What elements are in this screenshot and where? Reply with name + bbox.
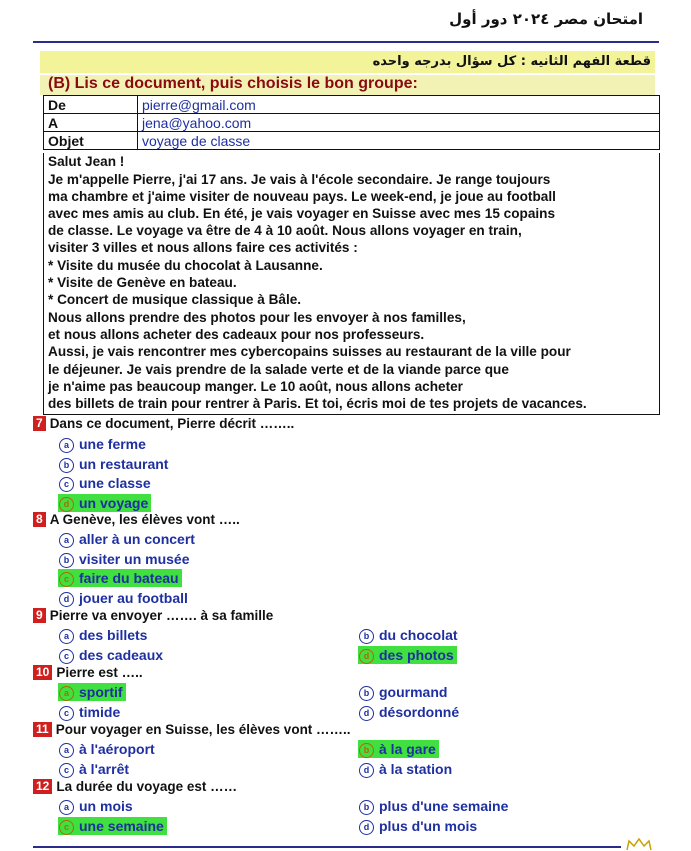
exam-title-text: امتحان مصر ٢٠٢٤ دور أول xyxy=(449,10,643,28)
email-subject-value: voyage de classe xyxy=(138,132,660,150)
exam-title xyxy=(0,0,691,34)
option-marker: c xyxy=(59,820,74,835)
bottom-divider xyxy=(33,846,621,848)
option-10a[interactable] xyxy=(58,683,126,701)
question-text: Pierre est ….. xyxy=(56,665,143,680)
option-text: plus d'un mois xyxy=(379,818,478,834)
option-text: un voyage xyxy=(79,495,149,511)
option-marker: a xyxy=(59,533,74,548)
option-8c[interactable] xyxy=(58,569,182,587)
option-text: une semaine xyxy=(79,818,164,834)
option-text: faire du bateau xyxy=(79,570,179,586)
option-10d[interactable] xyxy=(358,703,462,721)
question-8 xyxy=(33,512,240,527)
option-text: une ferme xyxy=(79,436,146,452)
question-10 xyxy=(33,665,143,680)
question-number: 8 xyxy=(33,512,46,527)
option-text: une classe xyxy=(79,475,151,491)
question-number: 12 xyxy=(33,779,52,794)
option-10b[interactable] xyxy=(358,683,450,701)
question-number: 10 xyxy=(33,665,52,680)
option-marker: b xyxy=(359,743,374,758)
option-marker: a xyxy=(59,800,74,815)
option-7c[interactable] xyxy=(58,474,154,492)
letter-line: visiter 3 villes et nous allons faire ces activités : xyxy=(48,240,358,255)
option-11d[interactable] xyxy=(358,760,455,778)
question-number: 7 xyxy=(33,416,46,431)
letter-line: Aussi, je vais rencontrer mes cybercopains suisses au restaurant de la ville pour xyxy=(48,344,571,359)
email-from-label: De xyxy=(44,96,138,114)
option-10c[interactable] xyxy=(58,703,123,721)
option-marker: a xyxy=(59,743,74,758)
instruction-text: (B) Lis ce document, puis choisis le bon groupe: xyxy=(48,75,418,92)
option-text: aller à un concert xyxy=(79,531,195,547)
option-9b[interactable] xyxy=(358,626,461,644)
option-text: désordonné xyxy=(379,704,460,720)
option-text: gourmand xyxy=(379,684,448,700)
email-header-row xyxy=(44,96,660,114)
email-header-table xyxy=(43,95,660,150)
letter-line: * Concert de musique classique à Bâle. xyxy=(48,292,302,307)
crown-icon xyxy=(626,838,652,851)
question-text: A Genève, les élèves vont ….. xyxy=(49,512,240,527)
question-number: 11 xyxy=(33,722,52,737)
option-marker: a xyxy=(59,438,74,453)
option-text: à la station xyxy=(379,761,453,777)
top-divider xyxy=(33,41,659,43)
letter-line: Nous allons prendre des photos pour les envoyer à nos familles, xyxy=(48,310,466,325)
option-text: à l'arrêt xyxy=(79,761,130,777)
letter-line: ma chambre et j'aime visiter de nouveau pays. Le week-end, je joue au football xyxy=(48,189,556,204)
option-12c[interactable] xyxy=(58,817,167,835)
option-marker: c xyxy=(59,477,74,492)
option-marker: c xyxy=(59,649,74,664)
option-12d[interactable] xyxy=(358,817,480,835)
question-number: 9 xyxy=(33,608,46,623)
option-text: à la gare xyxy=(379,741,436,757)
option-marker: d xyxy=(59,592,74,607)
letter-line: des billets de train pour rentrer à Paris. Et toi, écris moi de tes projets de vacances. xyxy=(48,396,587,411)
option-marker: b xyxy=(59,458,74,473)
section-banner xyxy=(40,51,655,73)
question-7 xyxy=(33,416,294,431)
option-text: des billets xyxy=(79,627,148,643)
letter-line: * Visite du musée du chocolat à Lausanne. xyxy=(48,258,323,273)
option-text: jouer au football xyxy=(79,590,188,606)
option-marker: a xyxy=(59,686,74,701)
option-marker: c xyxy=(59,706,74,721)
option-text: un mois xyxy=(79,798,133,814)
question-text: Pour voyager en Suisse, les élèves vont …….. xyxy=(55,722,351,737)
letter-line: de classe. Le voyage va être de 4 à 10 août. Nous allons voyager en train, xyxy=(48,223,522,238)
letter-line: * Visite de Genève en bateau. xyxy=(48,275,237,290)
question-text: Pierre va envoyer ……. à sa famille xyxy=(49,608,274,623)
instruction-bar xyxy=(40,75,655,95)
email-subject-label: Objet xyxy=(44,132,138,150)
option-text: sportif xyxy=(79,684,123,700)
email-from-value: pierre@gmail.com xyxy=(138,96,660,114)
letter-line: avec mes amis au club. En été, je vais voyager en Suisse avec mes 15 copains xyxy=(48,206,556,221)
option-7b[interactable] xyxy=(58,455,171,473)
option-7a[interactable] xyxy=(58,435,149,453)
question-text: Dans ce document, Pierre décrit …….. xyxy=(49,416,295,431)
option-9a[interactable] xyxy=(58,626,150,644)
option-9d[interactable] xyxy=(358,646,457,664)
question-text: La durée du voyage est …… xyxy=(56,779,238,794)
option-text: à l'aéroport xyxy=(79,741,155,757)
option-11a[interactable] xyxy=(58,740,158,758)
letter-line: et nous allons acheter des cadeaux pour nos professeurs. xyxy=(48,327,425,342)
option-marker: b xyxy=(59,553,74,568)
option-11b[interactable] xyxy=(358,740,439,758)
email-header-row xyxy=(44,132,660,150)
email-header-row xyxy=(44,114,660,132)
question-12 xyxy=(33,779,237,794)
section-banner-text: قطعة الفهم الثانيه : كل سؤال بدرجه واحده xyxy=(372,54,651,69)
letter-line: je n'aime pas beaucoup manger. Le 10 août, nous allons acheter xyxy=(48,379,463,394)
option-marker: c xyxy=(59,763,74,778)
option-text: des cadeaux xyxy=(79,647,164,663)
email-to-label: A xyxy=(44,114,138,132)
option-marker: c xyxy=(59,572,74,587)
option-text: des photos xyxy=(379,647,454,663)
option-marker: b xyxy=(359,629,374,644)
option-7d[interactable] xyxy=(58,494,151,512)
letter-body xyxy=(43,153,660,415)
letter-line: Je m'appelle Pierre, j'ai 17 ans. Je vais à l'école secondaire. Je range toujours xyxy=(48,172,551,187)
option-marker: d xyxy=(59,497,74,512)
option-marker: b xyxy=(359,800,374,815)
option-8d[interactable] xyxy=(58,589,191,607)
option-11c[interactable] xyxy=(58,760,132,778)
option-text: plus d'une semaine xyxy=(379,798,509,814)
option-marker: d xyxy=(359,763,374,778)
option-marker: a xyxy=(59,629,74,644)
letter-line: le déjeuner. Je vais prendre de la salade verte et de la viande parce que xyxy=(48,362,509,377)
option-marker: d xyxy=(359,649,374,664)
option-9c[interactable] xyxy=(58,646,166,664)
option-12a[interactable] xyxy=(58,797,136,815)
option-text: visiter un musée xyxy=(79,551,190,567)
question-11 xyxy=(33,722,351,737)
option-marker: b xyxy=(359,686,374,701)
option-12b[interactable] xyxy=(358,797,511,815)
option-8b[interactable] xyxy=(58,550,193,568)
option-text: un restaurant xyxy=(79,456,169,472)
option-text: du chocolat xyxy=(379,627,458,643)
option-text: timide xyxy=(79,704,121,720)
letter-line: Salut Jean ! xyxy=(48,154,125,169)
option-marker: d xyxy=(359,820,374,835)
option-8a[interactable] xyxy=(58,530,198,548)
email-to-value: jena@yahoo.com xyxy=(138,114,660,132)
question-9 xyxy=(33,608,273,623)
option-marker: d xyxy=(359,706,374,721)
